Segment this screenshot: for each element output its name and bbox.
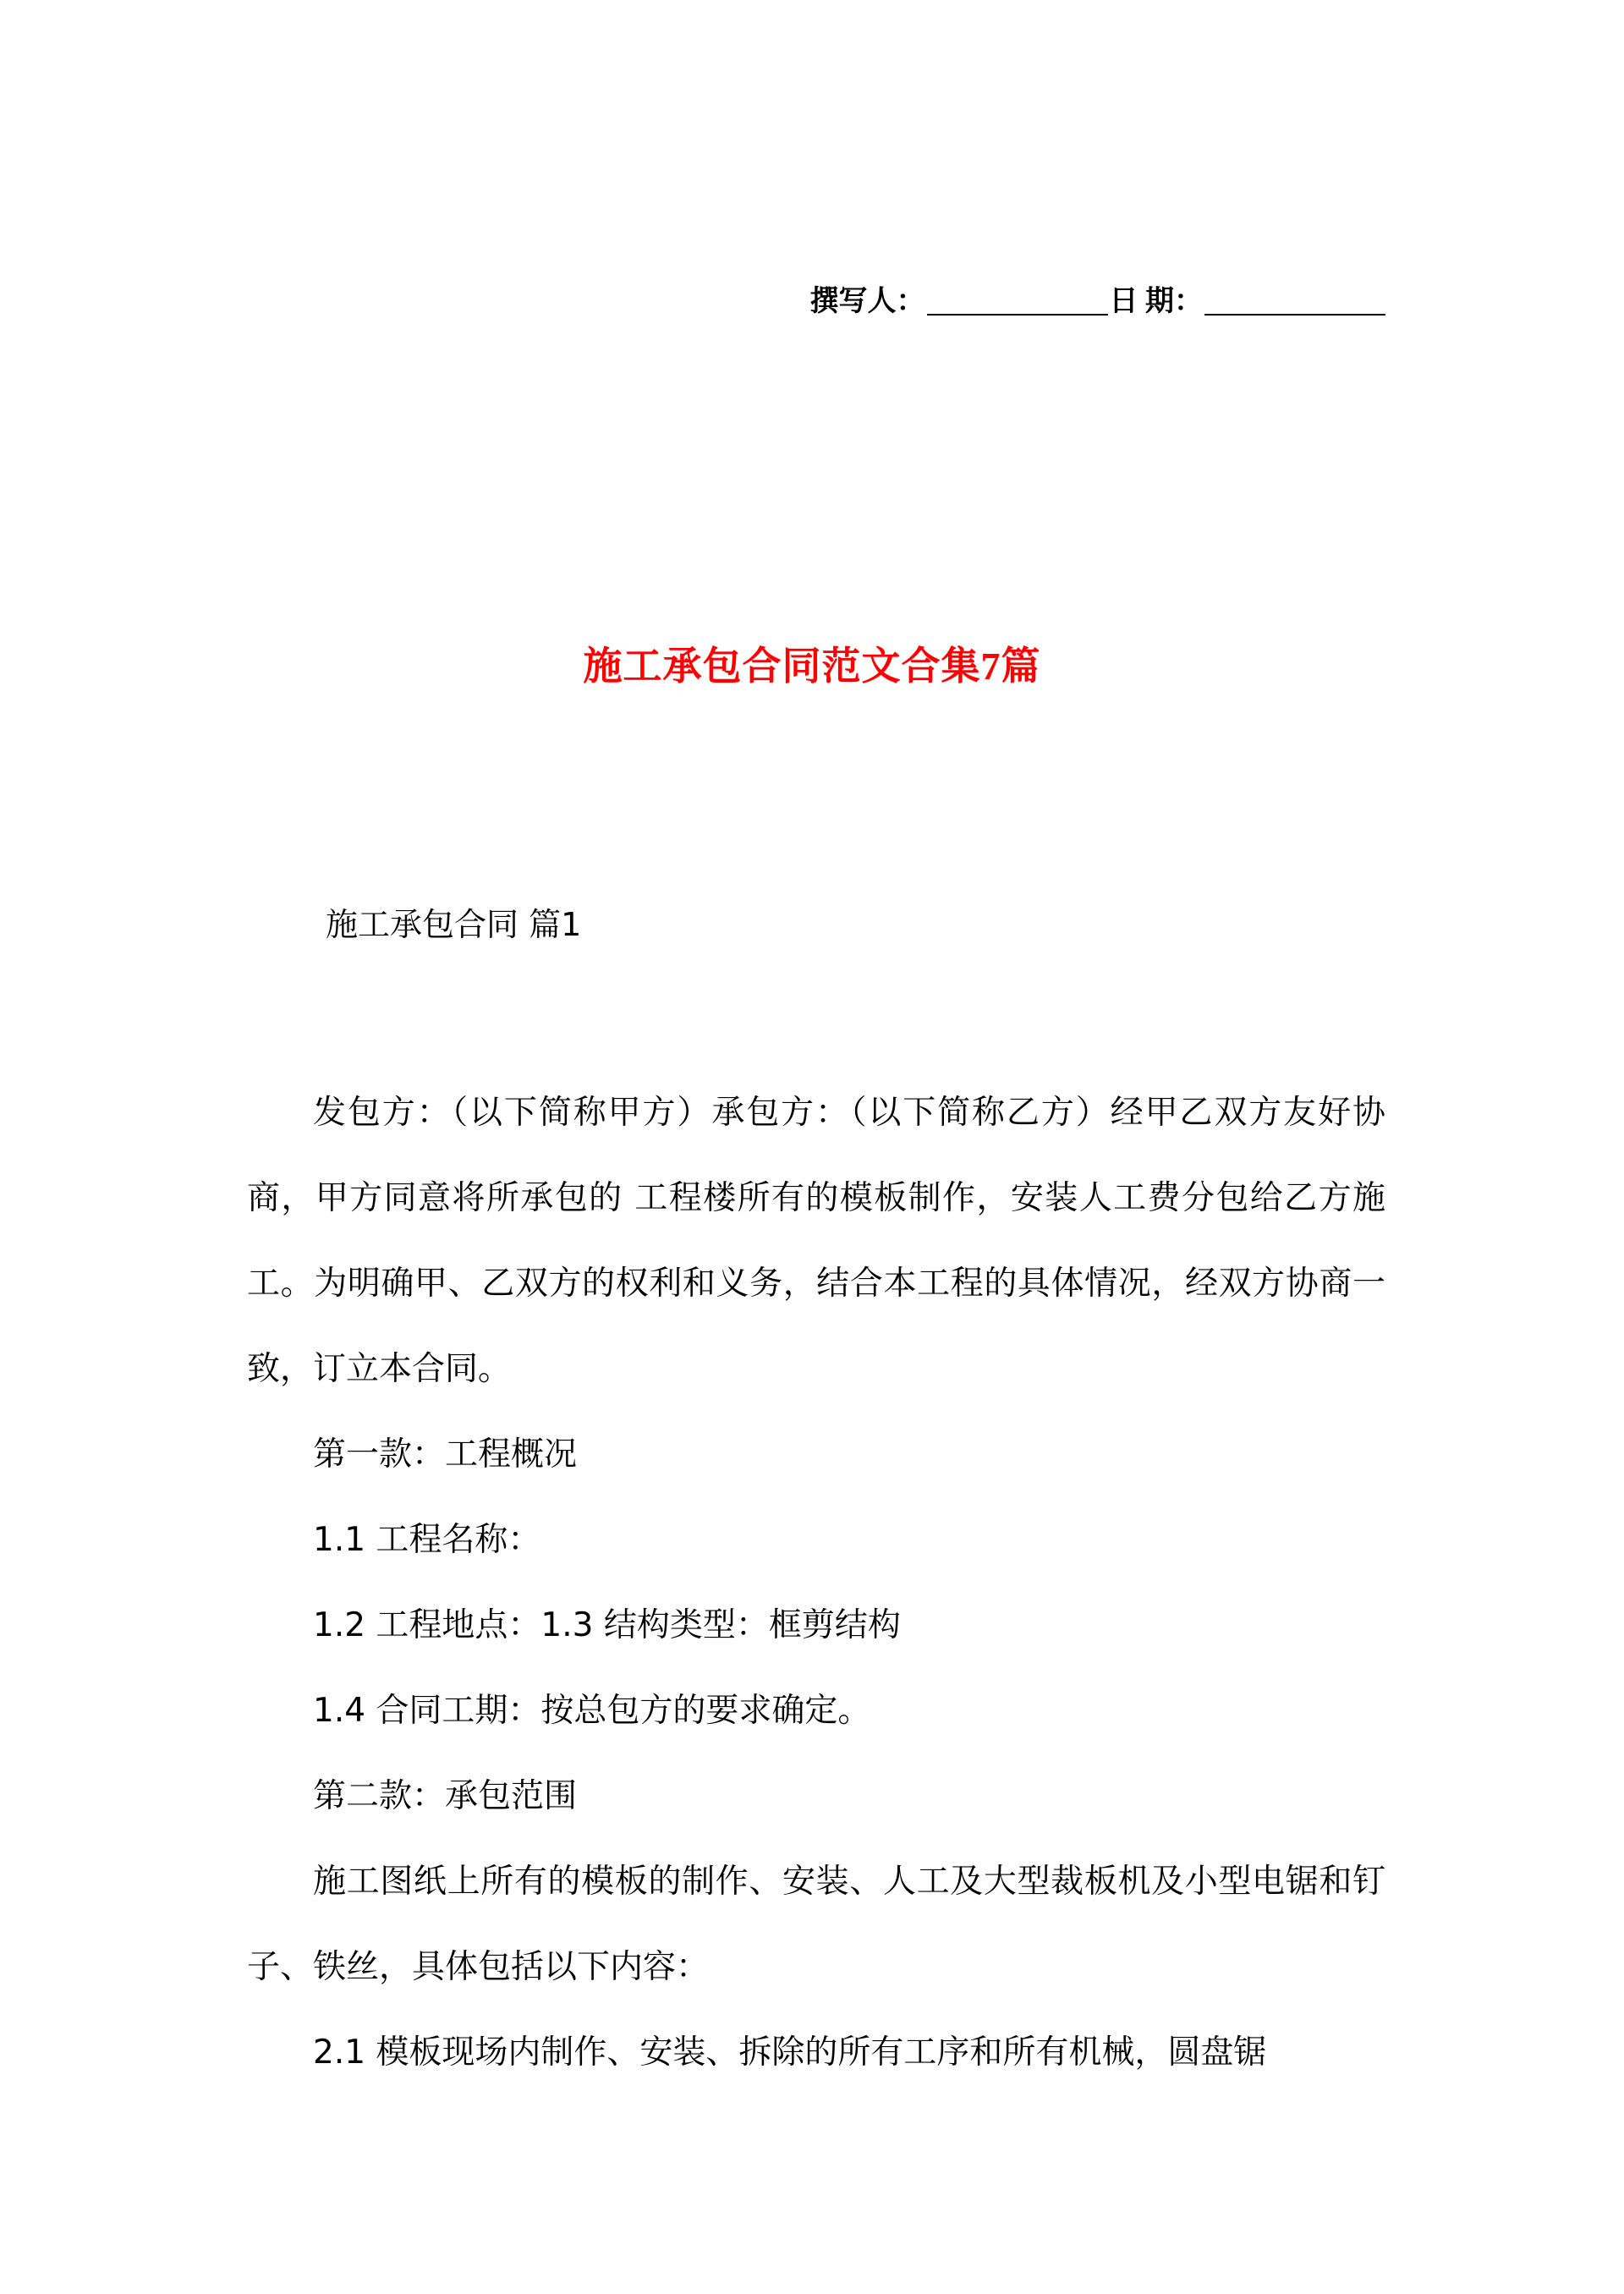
author-label: 撰写人： bbox=[809, 286, 925, 317]
clause-item-2-1: 2.1 模板现场内制作、安装、拆除的所有工序和所有机械，圆盘锯 bbox=[313, 2033, 1267, 2072]
clause-heading-2: 第二款：承包范围 bbox=[313, 1777, 578, 1815]
date-label: 日 期： bbox=[1109, 286, 1203, 317]
paragraph-intro: 发包方：（以下简称甲方）承包方：（以下简称乙方）经甲乙双方友好协商，甲方同意将所承包的 工程楼所有的模板制作，安装人工费分包给乙方施工。为明确甲、乙双方的权利和义务，结合本工程的具体情况，经双方协商一致，订立本合同。 bbox=[247, 1094, 1385, 1388]
document-body bbox=[247, 1070, 1385, 2095]
clause-item-1-2: 1.2 工程地点：1.3 结构类型：框剪结构 bbox=[313, 1606, 901, 1644]
section-heading: 施工承包合同 篇1 bbox=[326, 906, 582, 943]
clause-heading-1: 第一款：工程概况 bbox=[313, 1435, 578, 1474]
date-blank bbox=[1204, 285, 1385, 316]
paragraph-scope: 施工图纸上所有的模板的制作、安装、人工及大型裁板机及小型电锯和钉子、铁丝，具体包括以下内容： bbox=[247, 1863, 1385, 1986]
clause-item-1-4: 1.4 合同工期：按总包方的要求确定。 bbox=[313, 1692, 871, 1730]
author-date-line bbox=[810, 283, 1388, 321]
clause-item-1-1: 1.1 工程名称： bbox=[313, 1521, 541, 1559]
document-title: 施工承包合同范文合集7篇 bbox=[583, 645, 1041, 688]
author-blank bbox=[927, 285, 1108, 316]
